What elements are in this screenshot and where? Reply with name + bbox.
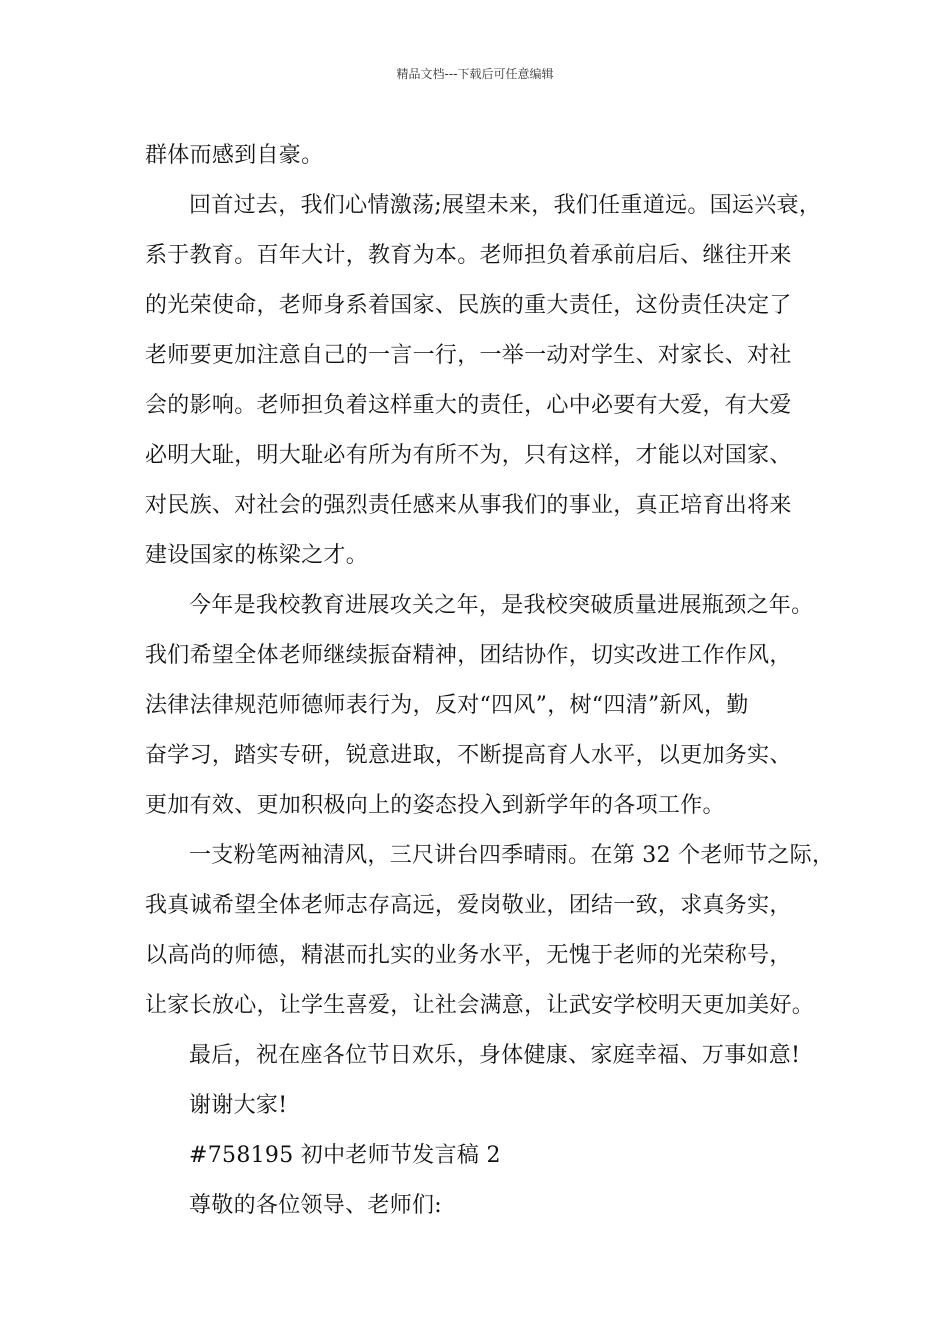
text-line: 必明大耻，明大耻必有所为有所不为，只有这样，才能以对国家、 (145, 443, 792, 468)
text-line: 我们希望全体老师继续振奋精神，团结协作，切实改进工作作风， (145, 643, 792, 668)
text-line: 最后，祝在座各位节日欢乐，身体健康、家庭幸福、万事如意! (189, 1043, 801, 1068)
text-line: 我真诚希望全体老师志存高远，爱岗敬业，团结一致，求真务实， (145, 893, 792, 918)
text-line: 谢谢大家! (189, 1093, 288, 1118)
text-line: 回首过去，我们心情激荡;展望未来，我们任重道远。国运兴衰， (189, 193, 822, 218)
text-line: 的光荣使命，老师身系着国家、民族的重大责任，这份责任决定了 (145, 293, 792, 318)
text-line: 一支粉笔两袖清风，三尺讲台四季晴雨。在第 32 个老师节之际， (189, 843, 835, 868)
text-line: 更加有效、更加积极向上的姿态投入到新学年的各项工作。 (145, 793, 725, 818)
text-line: 会的影响。老师担负着这样重大的责任，心中必要有大爱，有大爱 (145, 393, 792, 418)
text-line: 群体而感到自豪。 (145, 143, 324, 168)
text-line: 奋学习，踏实专研，锐意进取，不断提高育人水平，以更加务实、 (145, 743, 792, 768)
text-line: 建设国家的栋梁之才。 (145, 543, 369, 568)
text-line: 对民族、对社会的强烈责任感来从事我们的事业，真正培育出将来 (145, 493, 792, 518)
text-line: 法律法律规范师德师表行为，反对“四风”，树“四清”新风，勤 (145, 693, 749, 718)
text-line: 系于教育。百年大计，教育为本。老师担负着承前启后、继往开来 (145, 243, 792, 268)
text-line: 让家长放心，让学生喜爱，让社会满意，让武安学校明天更加美好。 (145, 993, 815, 1018)
text-line: 老师要更加注意自己的一言一行，一举一动对学生、对家长、对社 (145, 343, 792, 368)
section-heading: #758195 初中老师节发言稿 2 (189, 1143, 501, 1168)
document-body (145, 131, 835, 1231)
salutation: 尊敬的各位领导、老师们: (189, 1193, 443, 1218)
page-header: 精品文档---下载后可任意编辑 (396, 67, 554, 81)
text-line: 以高尚的师德，精湛而扎实的业务水平，无愧于老师的光荣称号， (145, 943, 792, 968)
text-line: 今年是我校教育进展攻关之年，是我校突破质量进展瓶颈之年。 (189, 593, 814, 618)
